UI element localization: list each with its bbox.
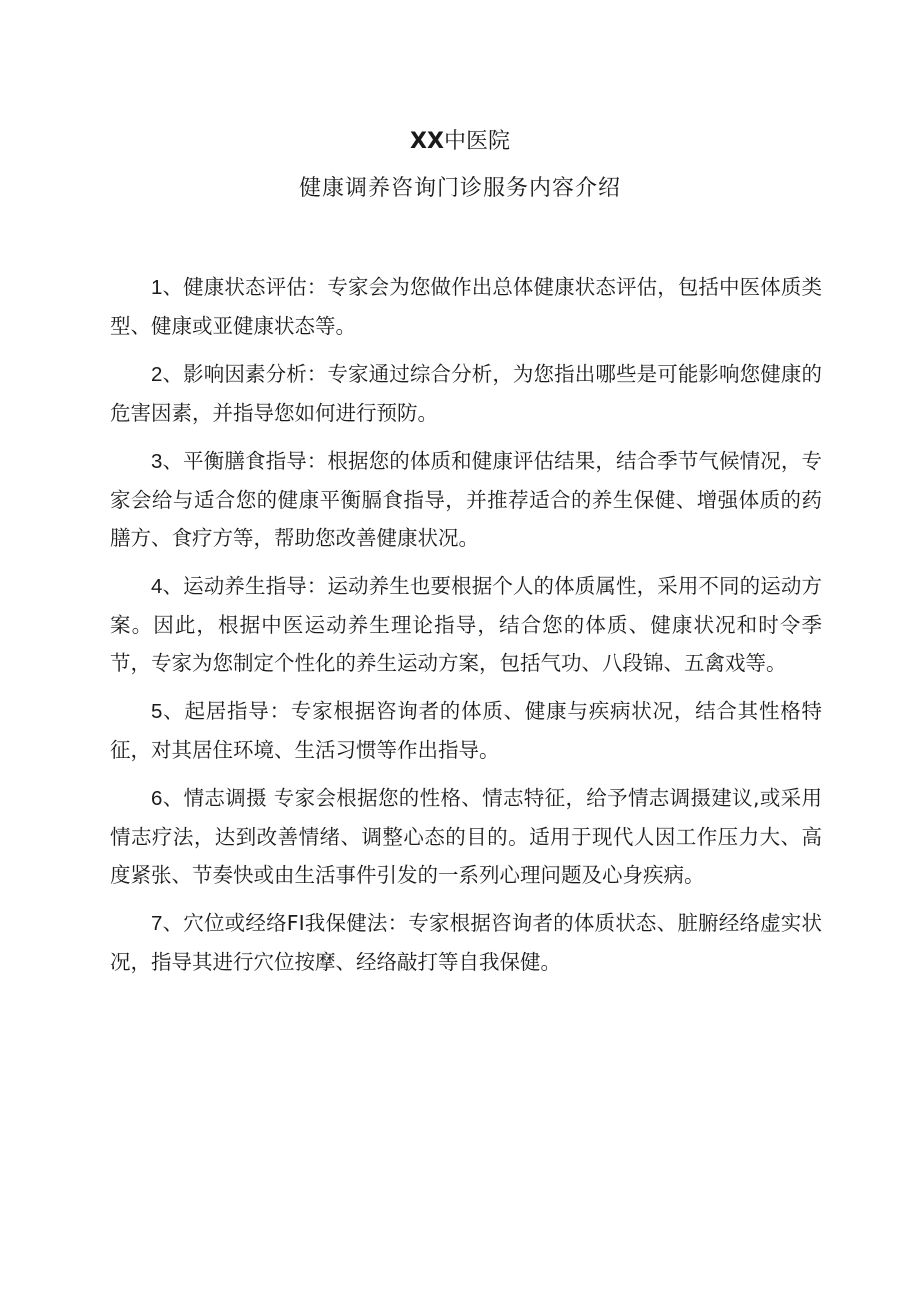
paragraph-number: 6 [151,787,163,810]
hospital-title [0,127,920,157]
paragraph-number: 7 [151,912,163,935]
document-subtitle: 健康调养咨询门诊服务内容介绍 [298,176,621,201]
paragraph-number: 5 [151,700,163,723]
paragraph-text: 、平衡膳食指导：根据您的体质和健康评估结果，结合季节气候情况，专家会给与适合您的健康平衡膈食指导，并推荐适合的养生保健、增强体质的药膳方、食疗方等，帮助您改善健康状况。 [110,449,822,550]
paragraph-number: 3 [151,450,163,473]
paragraph-3 [110,442,822,557]
paragraph-7 [110,904,822,981]
paragraph-text: 、起居指导：专家根据咨询者的体质、健康与疾病状况，结合其性格特征，对其居住环境、生活习惯等作出指导。 [110,699,822,762]
paragraph-number: 2 [151,363,163,386]
document-body [110,268,822,991]
paragraph-text: 、情志调摄 专家会根据您的性格、情志特征，给予情志调摄建议,或采用情志疗法，达到改善情绪、调整心态的目的。适用于现代人因工作压力大、高度紧张、节奏快或由生活事件引发的一系列心理问题及心身疾病。 [110,786,822,887]
hospital-title-suffix: 中医院 [443,129,510,154]
paragraph-text: 、运动养生指导：运动养生也要根据个人的体质属性，采用不同的运动方案。因此，根据中医运动养生理论指导，结合您的体质、健康状况和时令季节，专家为您制定个性化的养生运动方案，包括气功、八段锦、五禽戏等。 [110,574,822,675]
paragraph-text: 、影响因素分析：专家通过综合分析，为您指出哪些是可能影响您健康的危害因素，并指导您如何进行预防。 [110,362,822,425]
paragraph-1 [110,268,822,345]
paragraph-number: 4 [151,575,163,598]
paragraph-number: 1 [151,276,163,299]
paragraph-text: 、健康状态评估：专家会为您做作出总体健康状态评估，包括中医体质类型、健康或亚健康状态等。 [110,275,822,338]
hospital-title-prefix: XX [410,129,444,154]
paragraph-2 [110,355,822,432]
paragraph-6 [110,779,822,894]
paragraph-4 [110,567,822,682]
paragraph-5 [110,692,822,769]
paragraph-text: 、穴位或经络FI我保健法：专家根据咨询者的体质状态、脏腑经络虚实状况，指导其进行穴位按摩、经络敲打等自我保健。 [110,911,822,974]
